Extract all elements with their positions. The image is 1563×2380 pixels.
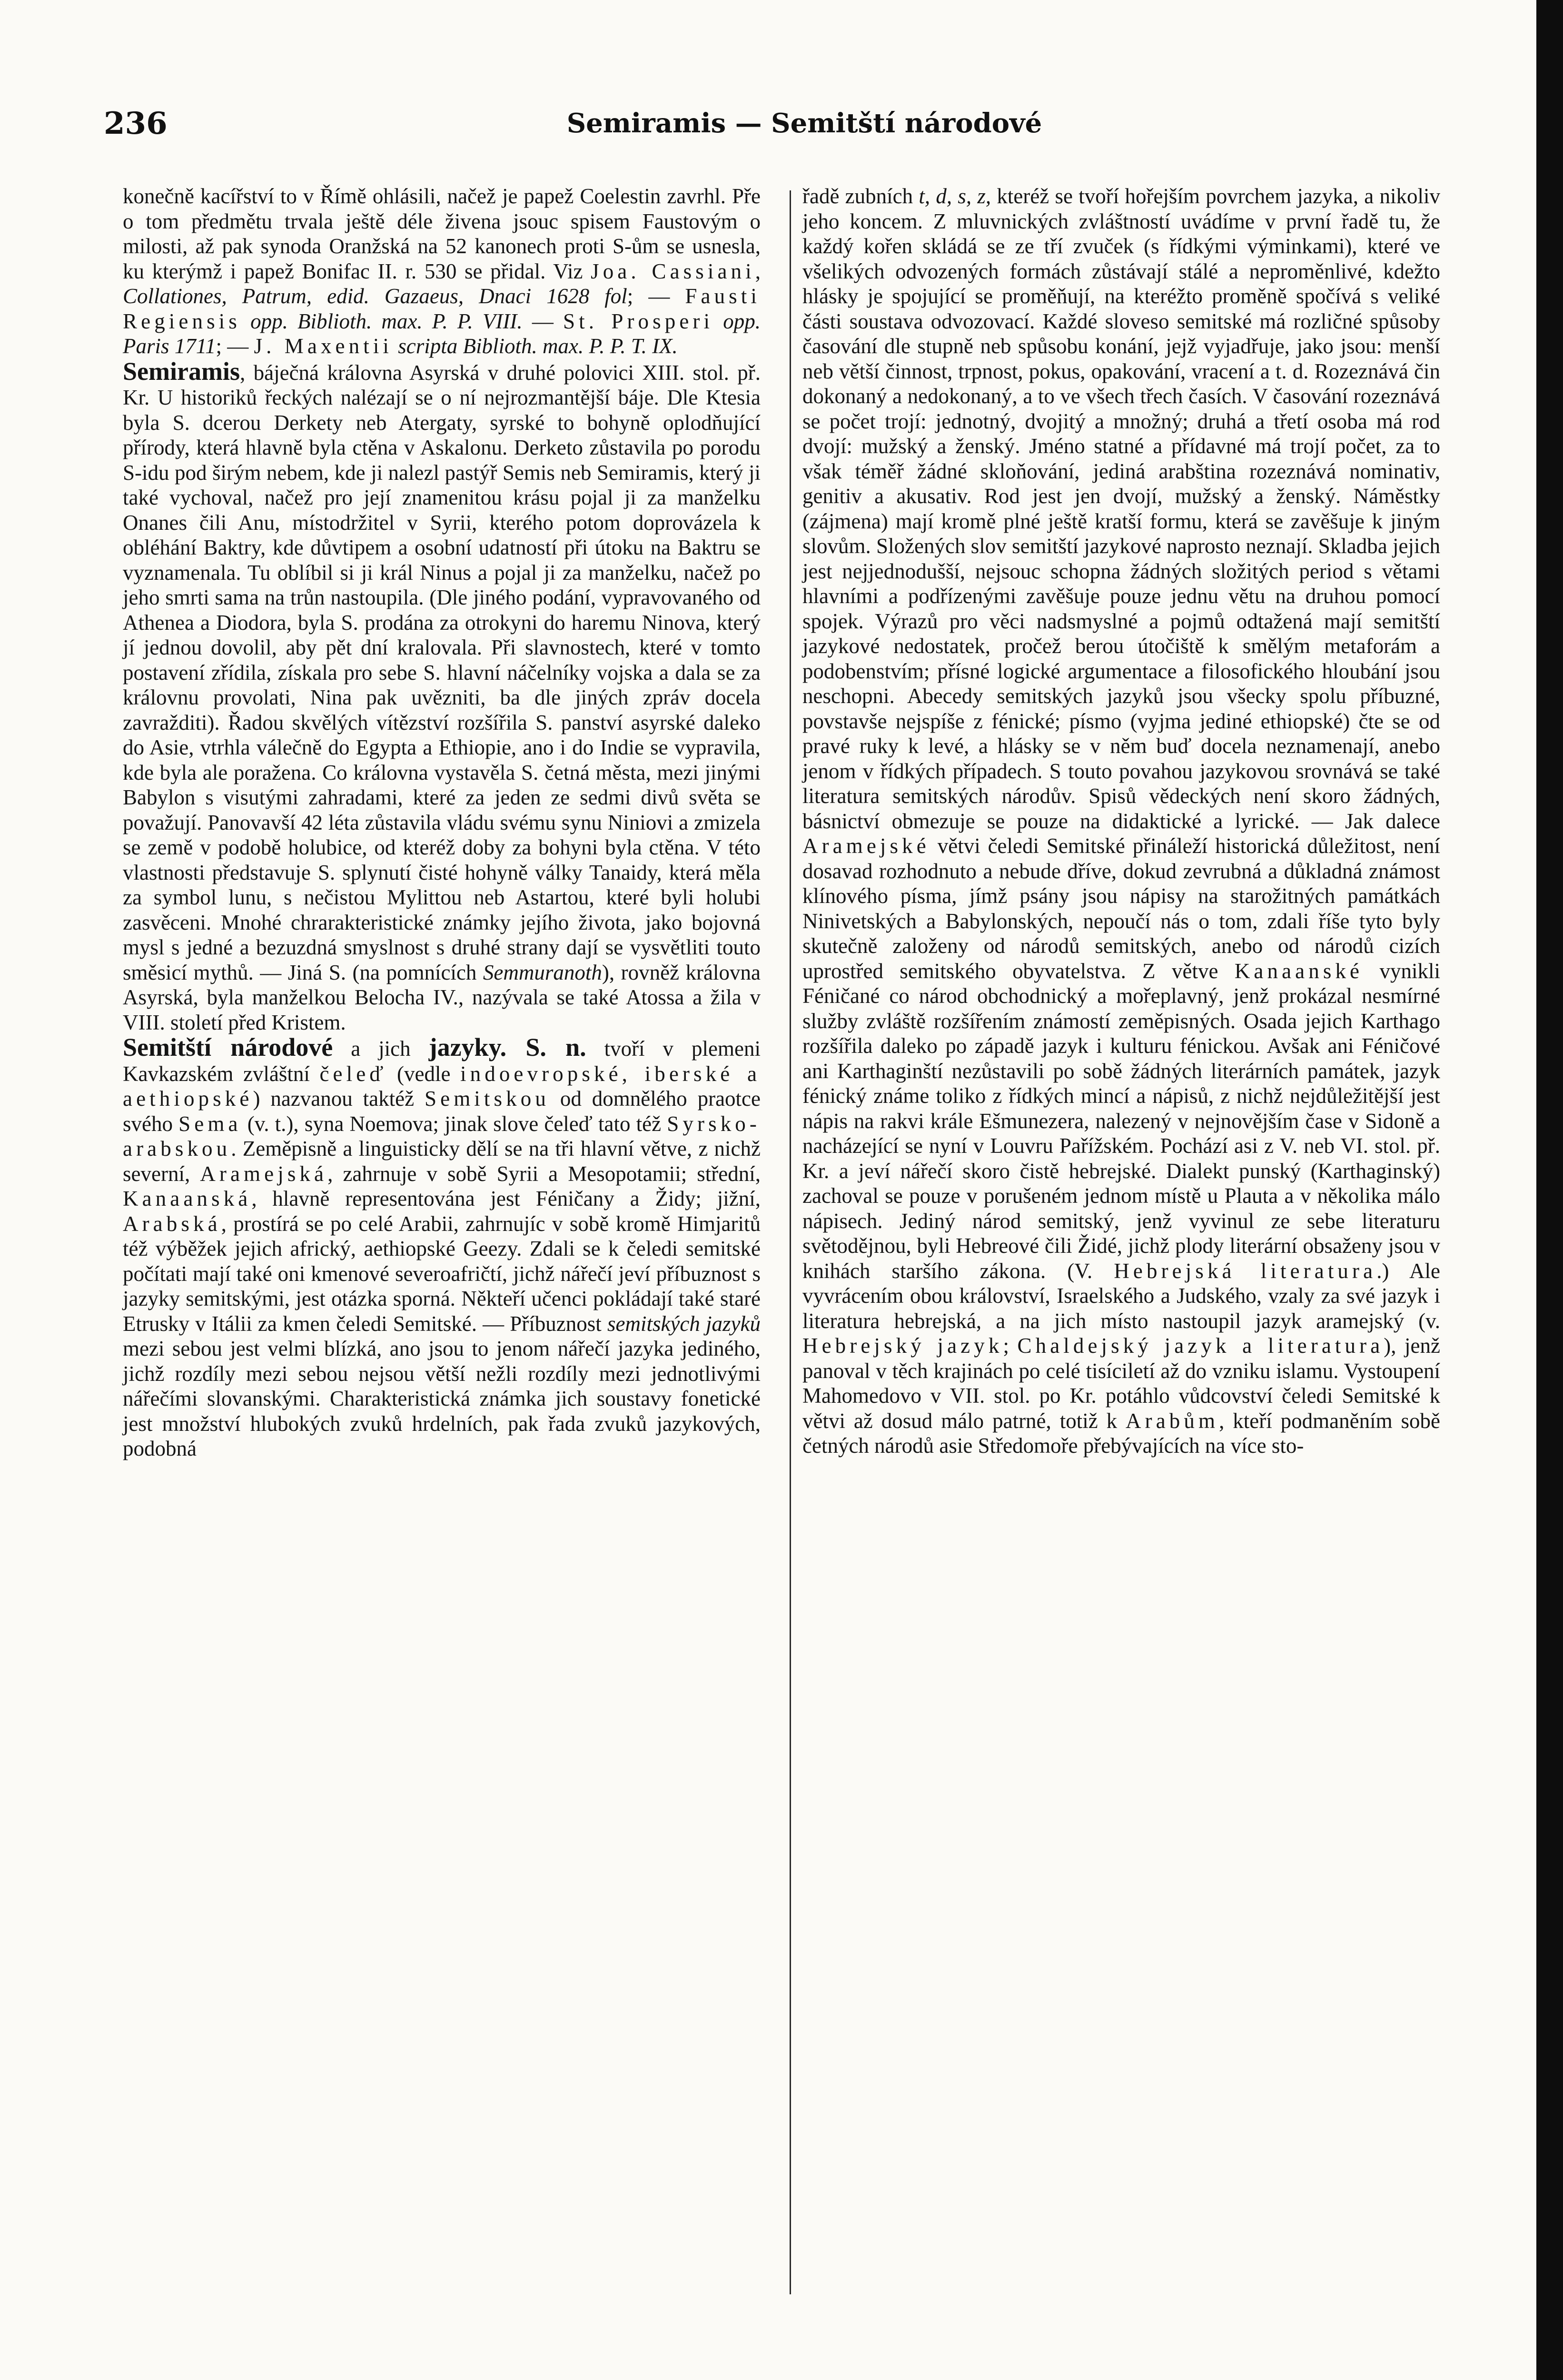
entry-headword: Semiramis (123, 357, 240, 386)
entry-semiramis: Semiramis, báječná královna Asyrská v druhé polovici XIII. stol. př. Kr. U historiků řeckých nalézají se o ní nejrozmantější báje. Dle Ktesia byla S. dcerou Derkety neb Atergaty, syrské to bohyně oplodňující přírody, která hlavně byla ctěna v Askalonu. Derketo zůstavila po porodu S-idu pod širým nebem, kde ji nalezl pastýř Semis neb Semiramis, který ji také vychoval, načež pro její znamenitou krásu pojal ji za manželku Onanes čili Anu, místodržitel v Syrii, kterého potom doprovázela k obléhání Baktry, kde důvtipem a osobní udatností při útoku na Baktru se vyznamenala. Tu oblíbil si ji král Ninus a pojal ji za manželku, načež po jeho smrti sama na trůn nastoupila. (Dle jiného podání, vypravovaného od Athenea a Diodora, byla S. prodána za otrokyni do haremu Ninova, který jí jednou dovolil, aby pět dní kralovala. Při slavnostech, které v tomto postavení zřídila, získala pro sebe S. hlavní náčelníky vojska a dala se za královnu provolati, Nina pak uvězniti, ba dle jiných zpráv docela zavražditi). Řadou skvělých vítězství rozšířila S. panství asyrské daleko do Asie, vtrhla válečně do Egypta a Ethiopie, ano i do Indie se vypravila, kde byla ale poražena. Co královna vystavěla S. četná města, mezi jinými Babylon s visutými zahradami, které za jeden ze sedmi divů světa se považují. Panovavší 42 léta zůstavila vládu svému synu Niniovi a zmizela se země v podobě holubice, od kteréž doby za bohyni byla ctěna. V této vlastnosti představuje S. splynutí čisté hohyně války Tanaidy, která měla za symbol lunu, s nečistou Mylittou neb Astartou, které byli holubi zasvěceni. Mnohé chrarakteristické známky jejího života, jako bojovná mysl s jedné a bezuzdná smyslnost s druhé strany dají se vysvětliti touto směsicí mythů. — Jiná S. (na pomnících Semmuranoth), rovněž královna Asyrská, byla manželkou Belocha IV., nazývala se také Atossa a žila v VIII. století před Kristem. (123, 357, 761, 1034)
running-title: Semiramis — Semitští národové (566, 108, 1042, 139)
entry-headword: Semitští národové (123, 1033, 333, 1061)
entry-semitic-peoples: Semitští národové a jich jazyky. S. n. tvoří v plemeni Kavkazském zvláštní čeleď (vedle indoevropské, iberské a aethiopské) nazvanou taktéž Semitskou od domnělého praotce svého Sema (v. t.), syna Noemova; jinak slove čeleď tato též Syrsko-arabskou. Zeměpisně a linguisticky dělí se na tři hlavní větve, z nichž severní, Aramejská, zahrnuje v sobě Syrii a Mesopotamii; střední, Kanaanská, hlavně representována jest Féničany a Židy; jižní, Arabská, prostírá se po celé Arabii, zahrnujíc v sobě kromě Himjaritů též výběžek jejich africký, aethiopské Geezy. Zdali se k čeledi semitské počítati mají také oni kmenové severoafričtí, jichž nářečí jeví příbuznost s jazyky semitskými, jest otázka sporná. Někteří učenci pokládají také staré Etrusky v Itálii za kmen čeledi Semitské. — Příbuznost semitských jazyků mezi sebou jest velmi blízká, ano jsou to jenom nářečí jazyka jediného, jichž rozdíly mezi sebou nejsou větší nežli rozdíly mezi jednotlivými nářečími slovanskými. Charakteristická známka jich soustavy fonetické jest množství hlubokých zvuků hrdelních, pak řada zvuků jazykových, podobná (123, 1033, 761, 1460)
column-divider (790, 190, 791, 2294)
paragraph-pelagianism-end: konečně kacířství to v Římě ohlásili, načež je papež Coelestin zavrhl. Pře o tom předmětu trvala ještě déle živena jsouc spisem Faustovým o milosti, až pak synoda Oranžská na 52 kanonech proti S-ům se usnesla, ku kterýmž i papež Bonifac II. r. 530 se přidal. Viz Joa. Cassiani, Collationes, Patrum, edid. Gazaeus, Dnaci 1628 fol; — Fausti Regiensis opp. Biblioth. max. P. P. VIII. — St. Prosperi opp. Paris 1711; — J. Maxentii scripta Biblioth. max. P. P. T. IX. (123, 184, 761, 358)
page-number: 236 (104, 106, 168, 141)
scan-edge-border (1536, 0, 1563, 2380)
paragraph-semitic-continued: řadě zubních t, d, s, z, kteréž se tvoří hořejším povrchem jazyka, a nikoliv jeho koncem. Z mluvnických zvláštností uvádíme v první řadě tu, že každý kořen skládá se ze tří zvuček (s řídkými výminkami), které ve všelikých odvozených formách zůstávají stálé a neproměnlivé, kdežto hlásky je spojující se proměňují, na kteréžto proměně spočívá s veliké části soustava odvozovací. Každé sloveso semitské má rozličné spůsoby časování dle stupně neb spůsobu konání, jejž vyjadřuje, jako jsou: menší neb větší činnost, trpnost, pokus, opakování, vracení a t. d. Rozeznává čin dokonaný a nedokonaný, a to ve všech třech časích. V časování rozeznává se počet trojí: jednotný, dvojitý a množný; druhá a třetí osoba má rod dvojí: mužský a ženský. Jméno statné a přídavné má trojí počet, za to však téměř žádné skloňování, jediná arabština rozeznává nominativ, genitiv a akusativ. Rod jest jen dvojí, mužský a ženský. Náměstky (zájmena) mají kromě plné ještě kratší formu, která se zavěšuje k jiným slovům. Složených slov semitští jazykové naprosto neznají. Skladba jejich jest nejjednodušší, nejsouc schopna žádných složitých period s větami hlavními a podřízenými zavěšuje pouze jednu větu na druhou pomocí spojek. Výrazů pro věci nadsmyslné a pojmů odtažená mají semitští jazykové nedostatek, pročež berou útočiště k smělým metaforám a podobenstvím; přísné logické argumentace a filosofického hloubání jsou neschopni. Abecedy semitských jazyků jsou všecky spolu příbuzné, povstavše nejspíše z fénické; písmo (vyjma jediné ethiopské) čte se od pravé ruky k levé, a hlásky se v něm buď docela neznamenají, anebo jenom v řídkých případech. S touto povahou jazykovou srovnává se také literatura semitských národův. Spisů vědeckých není skoro žádných, básnictví obmezuje se pouze na didaktické a lyrické. — Jak dalece Aramejské větvi čeledi Semitské přináleží historická důležitost, není dosavad rozhodnuto a nebude dříve, dokud zevrubná a důkladná známost klínového písma, jímž psány jsou nápisy na starožitných památkách Ninivetských a Babylonských, nepoučí nás o tom, zdali říše tyto byly skutečně založeny od národů semitských, anebo od národů cizích uprostřed semitského obyvatelstva. Z větve Kanaanské vynikli Féničané co národ obchodnický a mořeplavný, jenž prokázal nesmírné služby zvláště rozšířením známostí zeměpisných. Osada jejich Karthago rozšířila daleko po západě jazyk i kulturu fénickou. Avšak ani Féničové ani Karthaginští nezůstavili po sobě žádných literárních památek, jazyk fénický známe toliko z řídkých mincí a nápisů, z nichž nejdůležitější jest nápis na rakvi krále Ešmunezera, nalezený v nejnovějším čase v Sidoně a nacházející se nyní v Louvru Pařížském. Pochází asi z V. neb VI. stol. př. Kr. a jeví nářečí skoro čistě hebrejské. Dialekt punský (Karthaginský) zachoval se pouze v porušeném jednom místě u Plauta a v několika málo nápisech. Jediný národ semitský, jenž vyvinul ze sebe literaturu světodějnou, byli Hebreové čili Židé, jichž plody literární obsaženy jsou v knihách staršího zákona. (V. Hebrejská literatura.) Ale vyvrácením obou království, Israelského a Judského, vzaly za své jazyk i literatura hebrejská, a na jich místo nastoupil jazyk aramejský (v. Hebrejský jazyk; Chaldejský jazyk a literatura), jenž panoval v těch krajinách po celé tisíciletí až do vzniku islamu. Vystoupení Mahomedovo v VII. stol. po Kr. potáhlo vůdcovství čeledi Semitské k větvi až dosud málo patrné, totiž k Arabům, kteří podmaněním sobě četných národů asie Středomoře přebývajících na více sto- (802, 184, 1440, 1458)
right-column (802, 184, 1440, 1458)
left-column (123, 184, 761, 1461)
entry-headword-part2: jazyky. S. n. (428, 1033, 586, 1061)
